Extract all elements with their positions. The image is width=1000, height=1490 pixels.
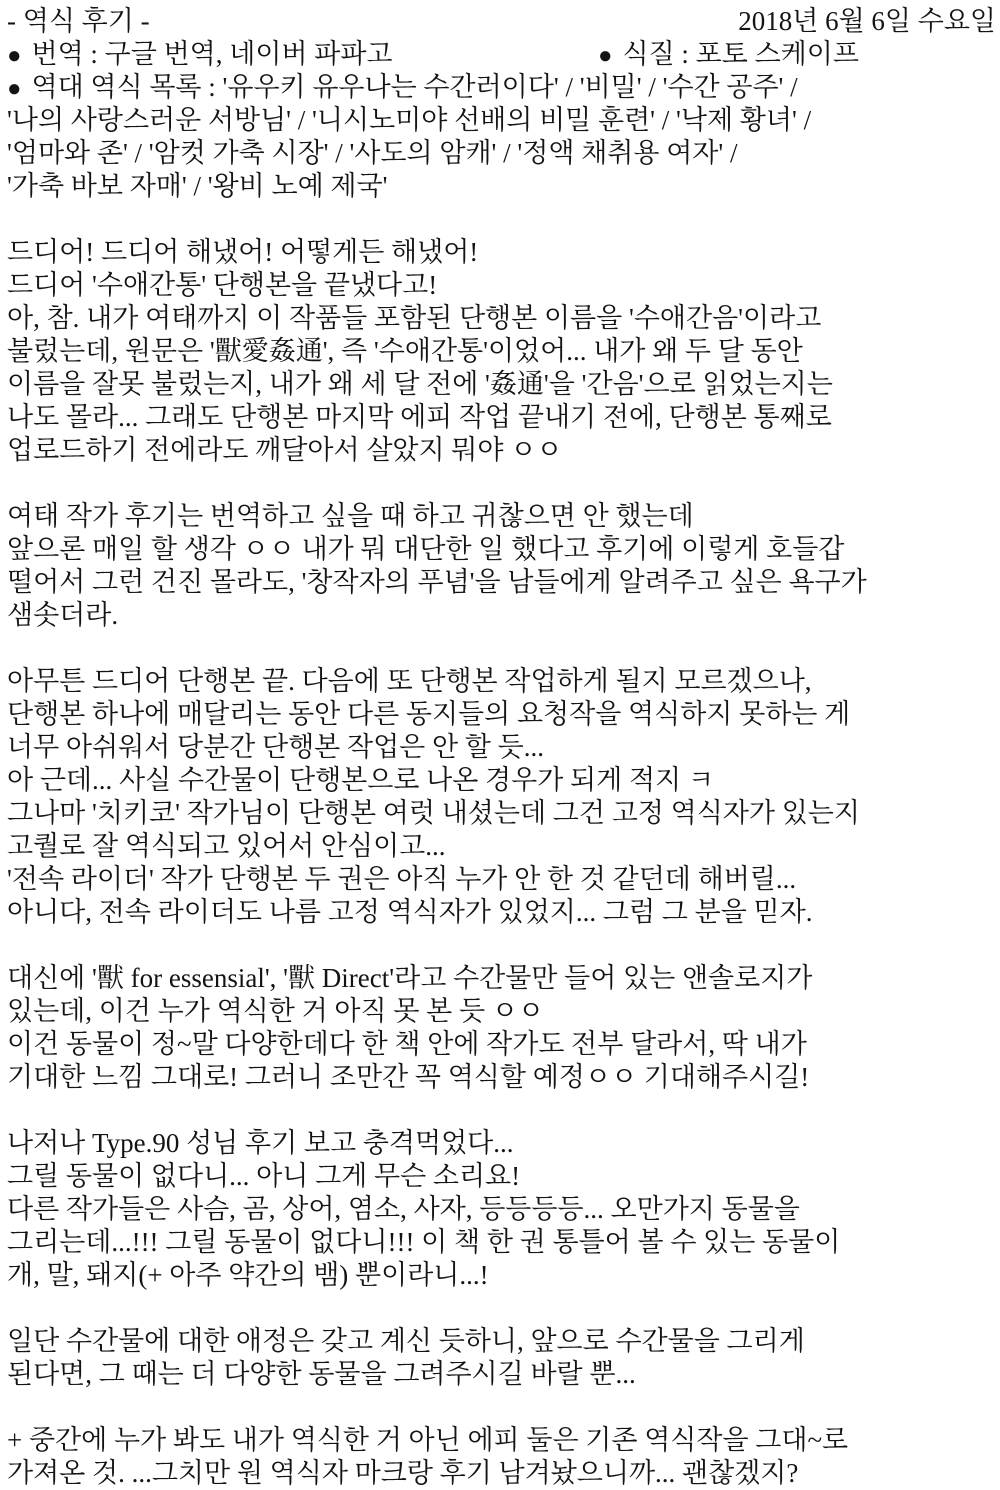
bullet-icon: ● bbox=[598, 43, 613, 69]
translation-history-line: '엄마와 존' / '암컷 가축 시장' / '사도의 암캐' / '정액 채취용 여자' / bbox=[7, 138, 738, 168]
text-line: 아 근데... 사실 수간물이 단행본으로 나온 경우가 되게 적지 ㅋ bbox=[7, 765, 714, 795]
text-line: 있는데, 이건 누가 역식한 거 아직 못 본 듯 ㅇㅇ bbox=[7, 996, 544, 1026]
bullet-icon: ● bbox=[7, 43, 22, 69]
text-line: 이건 동물이 정~말 다양한데다 한 책 안에 작가도 전부 달라서, 딱 내가 bbox=[7, 1029, 807, 1059]
text-line: 업로드하기 전에라도 깨달아서 살았지 뭐야 ㅇㅇ bbox=[7, 435, 563, 465]
translation-history-line bbox=[7, 71, 996, 104]
text-line: 아니다, 전속 라이더도 나름 고정 역식자가 있었지... 그럼 그 분을 믿자. bbox=[7, 897, 813, 927]
text-line: 샘솟더라. bbox=[7, 600, 119, 630]
text-line: 그릴 동물이 없다니... 아니 그게 무슨 소리요! bbox=[7, 1161, 521, 1191]
credits-row bbox=[7, 38, 996, 71]
text-line: 이름을 잘못 불렀는지, 내가 왜 세 달 전에 '姦通'을 '간음'으로 읽었는지는 bbox=[7, 369, 833, 399]
text-line: 기대한 느낌 그대로! 그러니 조만간 꼭 역식할 예정ㅇㅇ 기대해주시길! bbox=[7, 1062, 810, 1092]
text-line: 고퀄로 잘 역식되고 있어서 안심이고... bbox=[7, 831, 446, 861]
text-line: 일단 수간물에 대한 애정은 갖고 계신 듯하니, 앞으로 수간물을 그리게 bbox=[7, 1326, 805, 1356]
text-line: 앞으론 매일 할 생각 ㅇㅇ 내가 뭐 대단한 일 했다고 후기에 이렇게 호들갑 bbox=[7, 534, 845, 564]
text-line: 대신에 '獸 for essensial', '獸 Direct'라고 수간물만 들어 있는 앤솔로지가 bbox=[7, 963, 813, 993]
paragraph bbox=[7, 962, 996, 1094]
date-label: 2018년 6월 6일 수요일 bbox=[738, 6, 996, 36]
text-line: 아무튼 드디어 단행본 끝. 다음에 또 단행본 작업하게 될지 모르겠으나, bbox=[7, 666, 812, 696]
paragraph bbox=[7, 1424, 996, 1490]
page-title: - 역식 후기 - bbox=[7, 6, 150, 36]
text-line: 그나마 '치키코' 작가님이 단행본 여럿 내셨는데 그건 고정 역식자가 있는지 bbox=[7, 798, 860, 828]
paragraph bbox=[7, 1325, 996, 1391]
paragraph bbox=[7, 1127, 996, 1292]
translation-history-line: '가축 바보 자매' / '왕비 노예 제국' bbox=[7, 171, 388, 201]
text-line: 떨어서 그런 건진 몰라도, '창작자의 푸념'을 남들에게 알려주고 싶은 욕구가 bbox=[7, 567, 867, 597]
text-line: '전속 라이더' 작가 단행본 두 권은 아직 누가 안 한 것 같던데 해버릴... bbox=[7, 864, 797, 894]
paragraph bbox=[7, 236, 996, 467]
editing-credit-line bbox=[598, 38, 859, 73]
header-row bbox=[7, 5, 996, 38]
text-line: 나저나 Type.90 성님 후기 보고 충격먹었다... bbox=[7, 1128, 514, 1158]
text-line: 그리는데...!!! 그릴 동물이 없다니!!! 이 책 한 권 통틀어 볼 수 있는 동물이 bbox=[7, 1227, 841, 1257]
paragraph bbox=[7, 665, 996, 929]
text-line: 드디어! 드디어 해냈어! 어떻게든 해냈어! bbox=[7, 237, 479, 267]
text-line: 드디어 '수애간통' 단행본을 끝냈다고! bbox=[7, 270, 438, 300]
text-line: + 중간에 누가 봐도 내가 역식한 거 아닌 에피 둘은 기존 역식작을 그대~로 bbox=[7, 1425, 849, 1455]
text-line: 가져온 것. ...그치만 원 역식자 마크랑 후기 남겨놨으니까... 괜찮겠지? bbox=[7, 1458, 799, 1488]
translation-credit-line bbox=[7, 39, 393, 69]
text-line: 불렀는데, 원문은 '獸愛姦通', 즉 '수애간통'이었어... 내가 왜 두 달 동안 bbox=[7, 336, 803, 366]
bullet-icon: ● bbox=[7, 76, 22, 102]
translation-history-line: '나의 사랑스러운 서방님' / '니시노미야 선배의 비밀 훈련' / '낙제 황녀' / bbox=[7, 105, 812, 135]
text-line: 개, 말, 돼지(+ 아주 약간의 뱀) 뿐이라니...! bbox=[7, 1260, 489, 1290]
text-line: 다른 작가들은 사슴, 곰, 상어, 염소, 사자, 등등등등... 오만가지 동물을 bbox=[7, 1194, 800, 1224]
text-line: 단행본 하나에 매달리는 동안 다른 동지들의 요청작을 역식하지 못하는 게 bbox=[7, 699, 851, 729]
text-line: 아, 참. 내가 여태까지 이 작품들 포함된 단행본 이름을 '수애간음'이라고 bbox=[7, 303, 822, 333]
editing-credit-label: 식질 : 포토 스케이프 bbox=[622, 39, 859, 69]
text-line: 여태 작가 후기는 번역하고 싶을 때 하고 귀찮으면 안 했는데 bbox=[7, 501, 694, 531]
paragraph bbox=[7, 500, 996, 632]
text-line: 나도 몰라... 그래도 단행본 마지막 에피 작업 끝내기 전에, 단행본 통째로 bbox=[7, 402, 832, 432]
translation-credit-label: 번역 : 구글 번역, 네이버 파파고 bbox=[31, 39, 393, 69]
translation-history-intro: 역대 역식 목록 : '유우키 유우나는 수간러이다' / '비밀' / '수간 공주' / bbox=[31, 72, 798, 102]
text-line: 너무 아쉬워서 당분간 단행본 작업은 안 할 듯... bbox=[7, 732, 544, 762]
text-line: 된다면, 그 때는 더 다양한 동물을 그려주시길 바랄 뿐... bbox=[7, 1359, 636, 1389]
